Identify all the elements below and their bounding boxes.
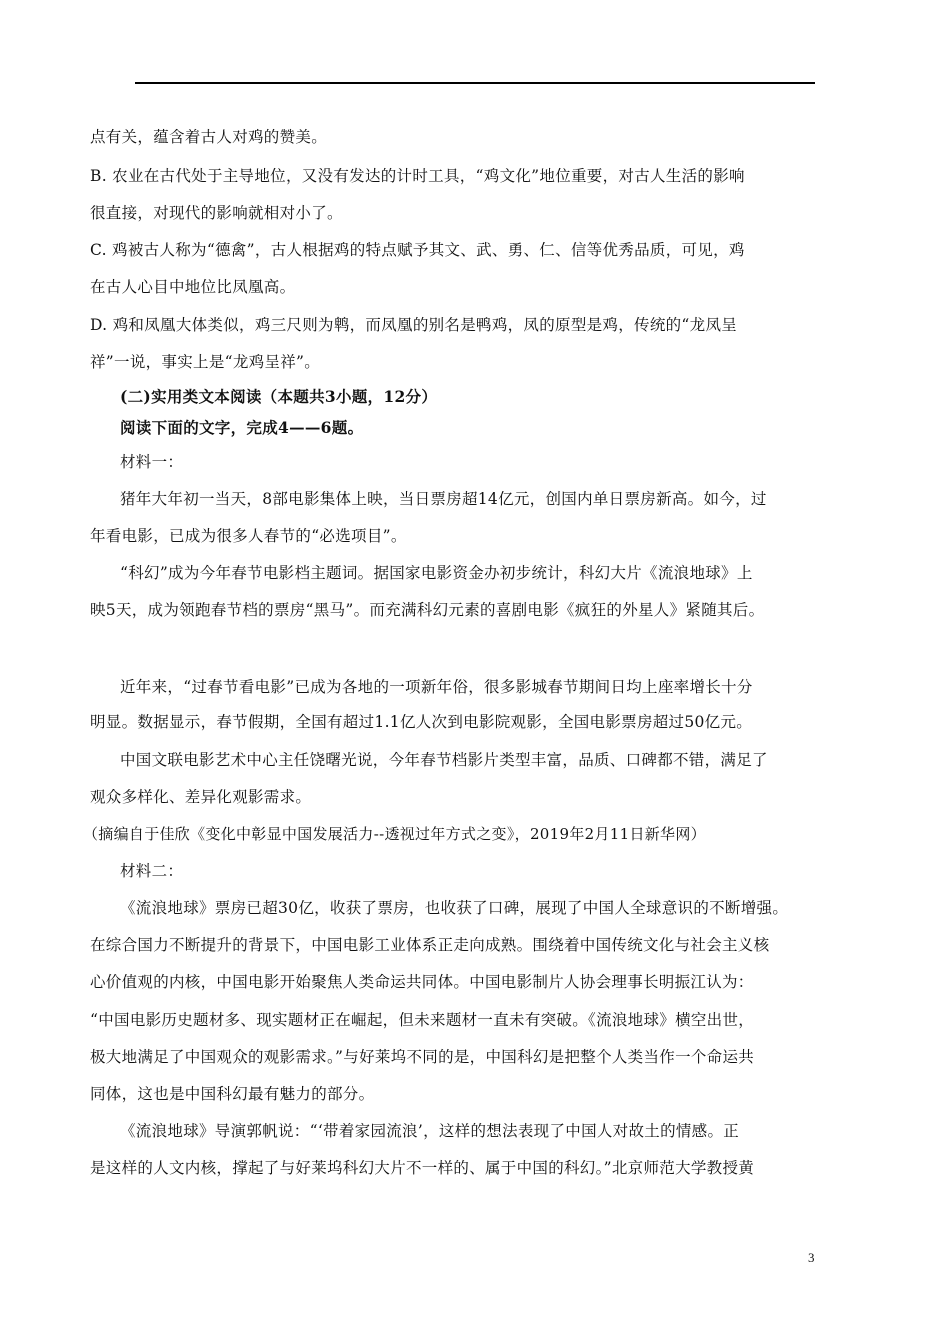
paragraph-line: 映5天，成为领跑春节档的票房“黑马”。而充满科幻元素的喜剧电影《疯狂的外星人》紧随其后。 [90,601,765,619]
option-d-line: D. 鸡和凤凰大体类似，鸡三尺则为鹎，而凤凰的别名是鸭鸡，凤的原型是鸡，传统的“龙凤呈 [90,316,738,334]
text-line: 在古人心目中地位比凤凰高。 [90,278,296,296]
paragraph-line: “中国电影历史题材多、现实题材正在崛起，但未来题材一直未有突破。《流浪地球》横空出世， [90,1011,755,1029]
paragraph-line: 心价值观的内核，中国电影开始聚焦人类命运共同体。中国电影制片人协会理事长明振江认为： [90,973,754,991]
paragraph-line: 中国文联电影艺术中心主任饶曙光说，今年春节档影片类型丰富，品质、口碑都不错，满足了 [120,751,768,769]
page-number: 3 [808,1250,815,1265]
text-line: 很直接，对现代的影响就相对小了。 [90,204,343,222]
header-rule [135,82,815,84]
material-label: 材料二： [120,862,184,880]
paragraph-line: 猪年大年初一当天，8部电影集体上映，当日票房超14亿元，创国内单日票房新高。如今，过 [120,490,767,508]
paragraph-line: 极大地满足了中国观众的观影需求。”与好莱坞不同的是，中国科幻是把整个人类当作一个命运共 [90,1048,755,1066]
paragraph-line: 《流浪地球》导演郭帆说：“‘带着家园流浪’，这样的想法表现了中国人对故土的情感。正 [120,1122,740,1140]
paragraph-line: 同体，这也是中国科幻最有魅力的部分。 [90,1085,375,1103]
option-b-line: B. 农业在古代处于主导地位，又没有发达的计时工具，“鸡文化”地位重要，对古人生活的影响 [90,167,745,185]
paragraph-line: “科幻”成为今年春节电影档主题词。据国家电影资金办初步统计，科幻大片《流浪地球》上 [120,564,753,582]
paragraph-line: 在综合国力不断提升的背景下，中国电影工业体系正走向成熟。围绕着中国传统文化与社会主义核 [90,936,770,954]
paragraph-line: 是这样的人文内核，撑起了与好莱坞科幻大片不一样的、属于中国的科幻。”北京师范大学教授黄 [90,1159,755,1177]
section-heading: (二)实用类文本阅读（本题共3小题，12分） [120,387,438,406]
option-c-line: C. 鸡被古人称为“德禽”，古人根据鸡的特点赋予其文、武、勇、仁、信等优秀品质，可见，鸡 [90,241,745,259]
instruction: 阅读下面的文字，完成4——6题。 [120,418,364,437]
paragraph-line: 明显。数据显示，春节假期，全国有超过1.1亿人次到电影院观影，全国电影票房超过50亿元。 [90,713,753,731]
text-line: 点有关，蕴含着古人对鸡的赞美。 [90,128,328,146]
material-label: 材料一： [120,453,184,471]
paragraph-line: 近年来，“过春节看电影”已成为各地的一项新年俗，很多影城春节期间日均上座率增长十分 [120,678,753,696]
text-line: 祥”一说，事实上是“龙鸡呈祥”。 [90,353,321,371]
paragraph-line: 观众多样化、差异化观影需求。 [90,788,312,806]
paragraph-line: 年看电影，已成为很多人春节的“必选项目”。 [90,527,407,545]
paragraph-line: 《流浪地球》票房已超30亿，收获了票房，也收获了口碑，展现了中国人全球意识的不断增强。 [120,899,789,917]
source-citation: （摘编自于佳欣《变化中彰显中国发展活力--透视过年方式之变》，2019年2月11日新华网） [83,825,706,843]
